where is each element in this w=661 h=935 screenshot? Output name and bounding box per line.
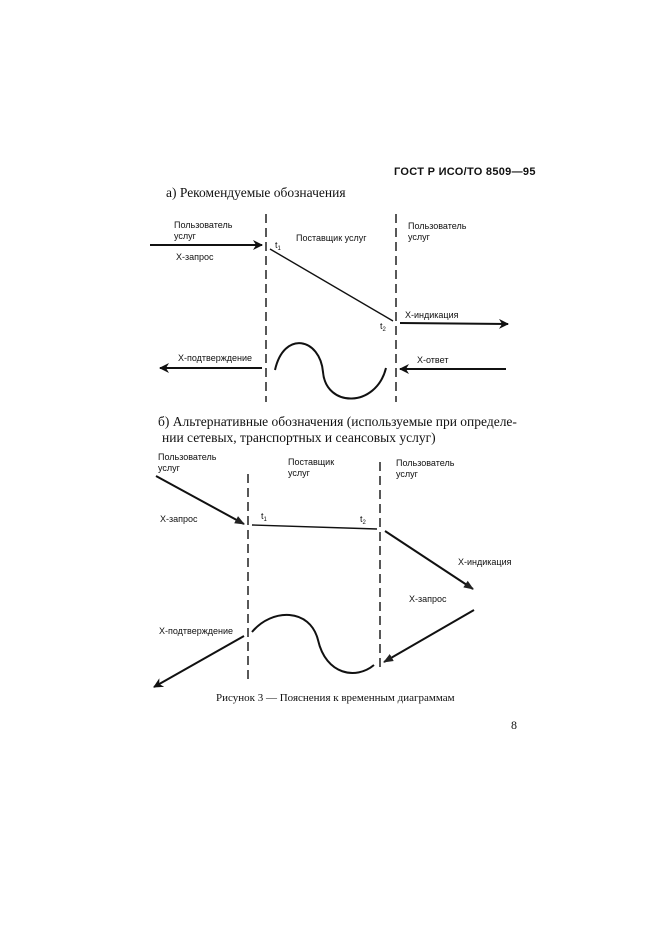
b-t2-label: $t_2$ <box>360 514 366 526</box>
b-indication-arrow <box>385 531 473 589</box>
b-t1-label: $t_1$ <box>261 511 267 523</box>
page-number: 8 <box>511 718 517 732</box>
b-user-left-label: Пользователь услуг <box>158 452 217 473</box>
a-provider-label: Поставщик услуг <box>296 233 367 243</box>
a-indication-label: X-индикация <box>405 310 459 320</box>
document-header: ГОСТ Р ИСО/ТО 8509—95 <box>394 166 536 178</box>
a-response-label: X-ответ <box>417 355 449 365</box>
b-transfer-line <box>252 525 377 529</box>
section-b-title: б) Альтернативные обозначения (используемые при определе- нии сетевых, транспортных и сеансовых услуг) <box>158 414 517 445</box>
b-provider-label: Поставщик услуг <box>288 457 335 478</box>
a-indication-arrow <box>400 323 508 324</box>
b-request2-label: X-запрос <box>409 594 447 604</box>
a-waiting-curve <box>275 343 386 398</box>
a-t2-label: $t_2$ <box>380 321 386 333</box>
b-confirm-label: X-подтверждение <box>159 626 234 636</box>
b-request2-arrow <box>384 610 474 662</box>
b-confirm-arrow <box>154 636 244 687</box>
a-t1-label: $t_1$ <box>275 240 281 252</box>
section-a-title: а) Рекомендуемые обозначения <box>166 185 346 200</box>
b-request-label: X-запрос <box>160 514 198 524</box>
b-waiting-curve <box>252 615 374 673</box>
figure-caption: Рисунок 3 — Пояснения к временным диаграммам <box>216 692 455 704</box>
a-user-left-label: Пользователь услуг <box>174 220 233 241</box>
a-request-label: X-запрос <box>176 252 214 262</box>
a-user-right-label: Пользователь услуг <box>408 221 467 242</box>
b-request-arrow <box>156 476 244 524</box>
b-user-right-label: Пользователь услуг <box>396 458 455 479</box>
a-confirm-label: X-подтверждение <box>178 353 253 363</box>
a-transfer-line <box>270 249 393 321</box>
b-indication-label: X-индикация <box>458 557 512 567</box>
